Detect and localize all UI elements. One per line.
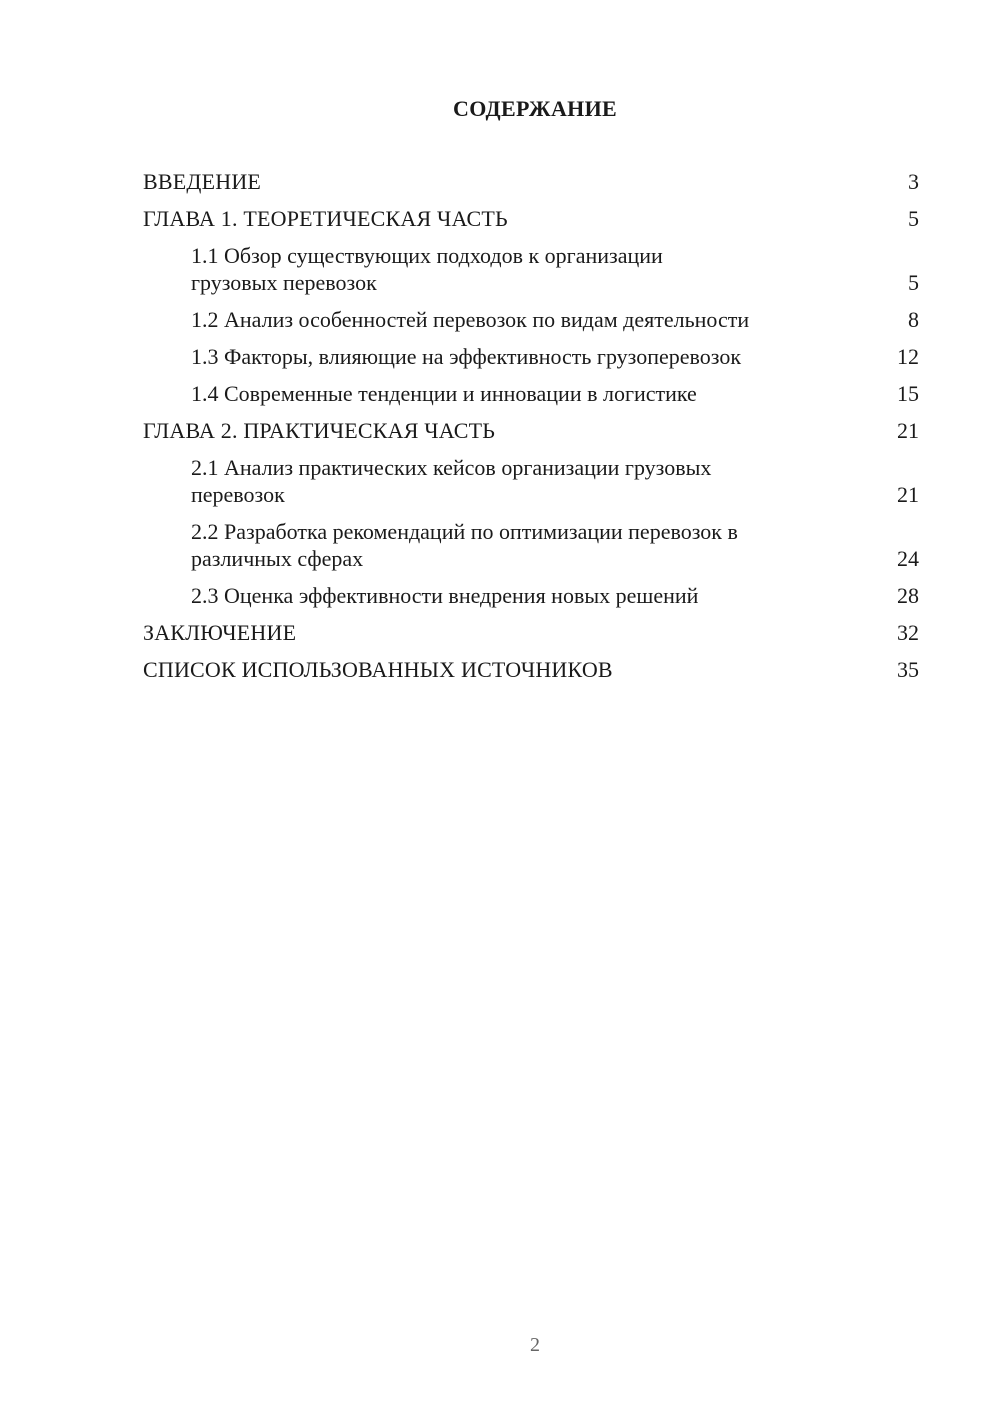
toc-entry-page: 28: [897, 583, 919, 608]
toc-entry-page: 3: [908, 169, 919, 194]
toc-title: СОДЕРЖАНИЕ: [453, 96, 617, 121]
toc-entry-label: 2.3 Оценка эффективности внедрения новых решений: [191, 583, 699, 608]
toc-entry-section-2-1[interactable]: [143, 454, 919, 508]
toc-entry-page: 15: [897, 381, 919, 406]
toc-entry-label: СПИСОК ИСПОЛЬЗОВАННЫХ ИСТОЧНИКОВ: [143, 657, 613, 682]
toc-entry-label: ВВЕДЕНИЕ: [143, 169, 262, 194]
toc-entry-page: 8: [908, 307, 919, 332]
toc-entry-page: 5: [908, 206, 919, 231]
toc-entry-label: 1.2 Анализ особенностей перевозок по видам деятельности: [191, 307, 750, 332]
toc-entry-section-2-3[interactable]: [143, 582, 919, 609]
toc-entry-page: 24: [897, 546, 919, 571]
toc-entry-chapter-2[interactable]: [143, 417, 919, 444]
page-number: 2: [530, 1334, 540, 1356]
toc-entry-label: 1.4 Современные тенденции и инновации в логистике: [191, 381, 697, 406]
toc-entry-label: ГЛАВА 1. ТЕОРЕТИЧЕСКАЯ ЧАСТЬ: [143, 206, 508, 231]
table-of-contents: [143, 168, 919, 693]
toc-entry-conclusion[interactable]: [143, 619, 919, 646]
toc-entry-introduction[interactable]: [143, 168, 919, 195]
toc-entry-label: 1.3 Факторы, влияющие на эффективность грузоперевозок: [191, 344, 742, 369]
toc-entry-page: 21: [897, 482, 919, 507]
toc-entry-label: 2.2 Разработка рекомендаций по оптимизации перевозок в различных сферах: [191, 519, 738, 571]
toc-entry-section-1-2[interactable]: [143, 306, 919, 333]
toc-entry-references[interactable]: [143, 656, 919, 683]
toc-entry-page: 12: [897, 344, 919, 369]
toc-entry-page: 35: [897, 657, 919, 682]
toc-entry-page: 32: [897, 620, 919, 645]
toc-entry-label: ЗАКЛЮЧЕНИЕ: [143, 620, 297, 645]
toc-entry-section-1-4[interactable]: [143, 380, 919, 407]
toc-entry-section-1-3[interactable]: [143, 343, 919, 370]
toc-entry-page: 5: [908, 270, 919, 295]
toc-entry-label: ГЛАВА 2. ПРАКТИЧЕСКАЯ ЧАСТЬ: [143, 418, 496, 443]
toc-entry-section-1-1[interactable]: [143, 242, 919, 296]
toc-entry-label: 2.1 Анализ практических кейсов организации грузовых перевозок: [191, 455, 712, 507]
toc-entry-page: 21: [897, 418, 919, 443]
toc-entry-chapter-1[interactable]: [143, 205, 919, 232]
toc-entry-section-2-2[interactable]: [143, 518, 919, 572]
toc-entry-label: 1.1 Обзор существующих подходов к организации грузовых перевозок: [191, 243, 663, 295]
